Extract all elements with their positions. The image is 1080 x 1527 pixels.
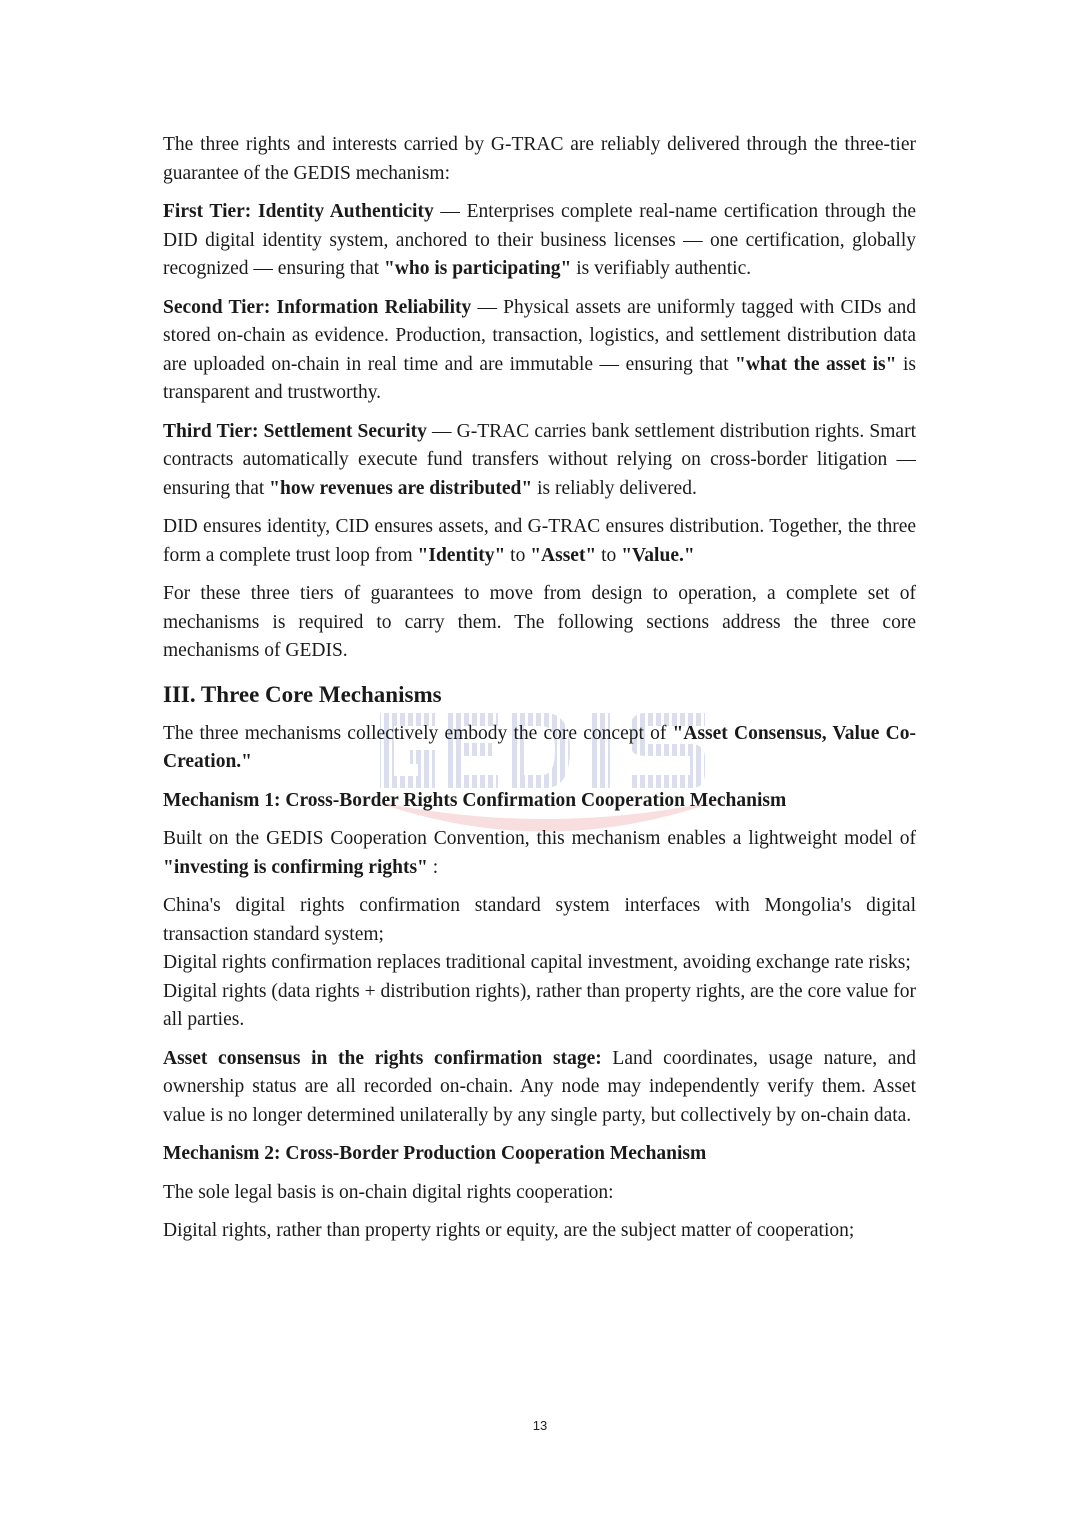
section-intro: [163, 720, 916, 777]
mechanism-1-intro-end: :: [427, 856, 439, 878]
tier-3-paragraph: [163, 418, 916, 504]
tier-1-title: First Tier: Identity Authenticity: [163, 201, 434, 222]
mechanism-1-heading: Mechanism 1: Cross-Border Rights Confirmation Cooperation Mechanism: [163, 789, 787, 811]
tier-2-text: — Physical assets are uniformly tagged with CIDs and stored on-chain as evidence. Production, transaction, logistics, and settlement distribution data are uploaded on-chain in real time and are immutable — ensuring that: [163, 296, 916, 375]
value-emphasis: "Value.": [621, 544, 695, 566]
page-number: 13: [532, 1418, 548, 1433]
mechanism-1-intro-emphasis: "investing is confirming rights": [163, 856, 428, 878]
asset-consensus-paragraph: [163, 1045, 916, 1131]
transition-paragraph: For these three tiers of guarantees to move from design to operation, a complete set of mechanisms is required to carry them. The following sections address the three core mechanisms of GEDIS.: [163, 583, 916, 661]
trust-loop-connector-1: to: [505, 544, 531, 566]
mechanism-2-intro: The sole legal basis is on-chain digital rights cooperation:: [163, 1181, 614, 1203]
tier-3-emphasis: "how revenues are distributed": [269, 477, 533, 499]
identity-emphasis: "Identity": [417, 544, 506, 566]
mechanism-1-point: Digital rights (data rights + distribution rights), rather than property rights, are the core value for all parties.: [163, 980, 916, 1030]
intro-paragraph: The three rights and interests carried by G-TRAC are reliably delivered through the three-tier guarantee of the GEDIS mechanism:: [163, 134, 916, 184]
section-heading: III. Three Core Mechanisms: [163, 681, 442, 707]
asset-emphasis: "Asset": [530, 544, 597, 566]
mechanism-1-point: China's digital rights confirmation standard system interfaces with Mongolia's digital transaction standard system;: [163, 895, 916, 945]
mechanism-2-heading: Mechanism 2: Cross-Border Production Cooperation Mechanism: [163, 1143, 707, 1164]
tier-2-text-end: is transparent and trustworthy.: [163, 353, 916, 403]
trust-loop-text: DID ensures identity, CID ensures assets, and G-TRAC ensures distribution. Together, the three form a complete trust loop from: [163, 516, 916, 566]
tier-3-text-end: is reliably delivered.: [532, 477, 697, 499]
tier-1-emphasis: "who is participating": [383, 258, 572, 279]
mechanism-1-intro: [163, 825, 916, 882]
tier-2-title: Second Tier: Information Reliability: [163, 296, 472, 318]
tier-3-text: — G-TRAC carries bank settlement distribution rights. Smart contracts automatically execute fund transfers without relying on cross-border litigation — ensuring that: [163, 420, 916, 499]
mechanism-1-intro-text: Built on the GEDIS Cooperation Convention, this mechanism enables a lightweight model of: [163, 828, 916, 849]
mechanism-1-point: Digital rights confirmation replaces traditional capital investment, avoiding exchange rate risks;: [163, 952, 911, 973]
asset-consensus-label: Asset consensus in the rights confirmation stage:: [163, 1047, 602, 1069]
document-body: [163, 131, 916, 1256]
trust-loop-connector-2: to: [596, 544, 622, 566]
mechanism-2-point: Digital rights, rather than property rights or equity, are the subject matter of cooperation;: [163, 1220, 855, 1241]
tier-2-paragraph: [163, 294, 916, 408]
asset-consensus-text: Land coordinates, usage nature, and ownership status are all recorded on-chain. Any node may independently verify them. Asset value is no longer determined unilaterally by any single party, but collectively by on-chain data.: [163, 1047, 916, 1126]
tier-1-text: — Enterprises complete real-name certification through the DID digital identity system, anchored to their business licenses — one certification, globally recognized — ensuring that: [163, 201, 916, 279]
tier-1-text-end: is verifiably authentic.: [571, 258, 752, 279]
tier-2-emphasis: "what the asset is": [735, 353, 897, 375]
section-intro-emphasis: "Asset Consensus, Value Co-Creation.": [163, 722, 916, 772]
trust-loop-paragraph: [163, 513, 916, 570]
tier-3-title: Third Tier: Settlement Security: [163, 420, 427, 442]
tier-1-paragraph: [163, 198, 916, 284]
section-intro-text: The three mechanisms collectively embody the core concept of: [163, 722, 673, 744]
